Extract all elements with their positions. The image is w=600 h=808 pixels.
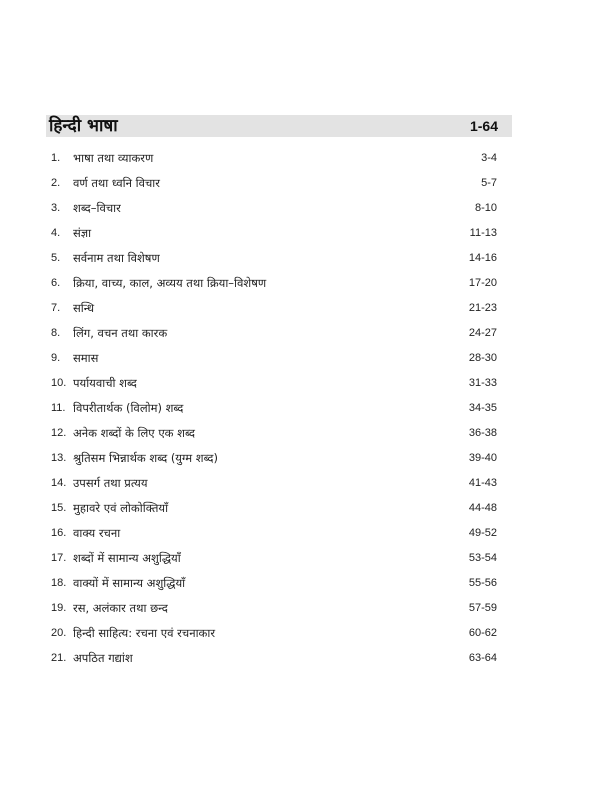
toc-entry-number: 11.: [51, 402, 66, 414]
toc-entry-number: 13.: [51, 452, 67, 464]
toc-entry-pages: 5-7: [481, 177, 497, 189]
toc-entry-title: सर्वनाम तथा विशेषण: [73, 251, 160, 265]
toc-entry-pages: 17-20: [468, 277, 497, 289]
toc-entry[interactable]: [0, 371, 600, 396]
toc-entry-title: विपरीतार्थक (विलोम) शब्द: [73, 401, 184, 415]
toc-entry-pages: 34-35: [468, 402, 497, 414]
toc-entry-number: 5.: [51, 252, 61, 264]
toc-entry-number: 6.: [51, 277, 61, 289]
toc-entry-number: 1.: [51, 152, 61, 164]
toc-entry-pages: 3-4: [481, 152, 497, 164]
toc-entry[interactable]: [0, 146, 600, 171]
toc-entry-number: 19.: [51, 602, 67, 614]
toc-entry-number: 18.: [51, 577, 67, 589]
toc-entry-title: अपठित गद्यांश: [73, 651, 133, 665]
toc-entry-number: 8.: [51, 327, 61, 339]
toc-entry[interactable]: [0, 271, 600, 296]
toc-entry-pages: 14-16: [468, 252, 497, 264]
toc-entry[interactable]: [0, 496, 600, 521]
toc-entry-title: पर्यायवाची शब्द: [73, 376, 137, 390]
toc-entry-number: 15.: [51, 502, 67, 514]
toc-entry-number: 16.: [51, 527, 67, 539]
toc-entry-title: उपसर्ग तथा प्रत्यय: [73, 476, 148, 490]
toc-entry[interactable]: [0, 446, 600, 471]
toc-entry-pages: 49-52: [468, 527, 497, 539]
toc-entry-number: 17.: [51, 552, 67, 564]
toc-entry-number: 20.: [51, 627, 67, 639]
toc-entry-number: 2.: [51, 177, 61, 189]
toc-entry-pages: 57-59: [468, 602, 497, 614]
toc-entry[interactable]: [0, 621, 600, 646]
toc-entry-pages: 21-23: [468, 302, 497, 314]
toc-entry-pages: 53-54: [468, 552, 497, 564]
toc-entry[interactable]: [0, 596, 600, 621]
toc-entry[interactable]: [0, 396, 600, 421]
toc-entry-number: 9.: [51, 352, 61, 364]
toc-entry-title: क्रिया, वाच्य, काल, अव्यय तथा क्रिया–विशेषण: [73, 276, 267, 290]
toc-entry-pages: 28-30: [468, 352, 497, 364]
toc-entry[interactable]: [0, 421, 600, 446]
toc-entry[interactable]: [0, 546, 600, 571]
toc-entry[interactable]: [0, 246, 600, 271]
table-of-contents: [0, 146, 600, 671]
toc-entry-title: हिन्दी साहित्य: रचना एवं रचनाकार: [73, 626, 216, 640]
toc-entry[interactable]: [0, 296, 600, 321]
toc-entry-title: अनेक शब्दों के लिए एक शब्द: [73, 426, 195, 440]
toc-entry-pages: 55-56: [468, 577, 497, 589]
toc-entry-title: शब्द–विचार: [73, 201, 121, 215]
toc-entry-title: लिंग, वचन तथा कारक: [73, 326, 168, 340]
section-header: [46, 115, 512, 137]
toc-entry-number: 3.: [51, 202, 61, 214]
toc-entry-pages: 24-27: [468, 327, 497, 339]
toc-entry-title: शब्दों में सामान्य अशुद्धियाँ: [73, 551, 181, 565]
toc-entry[interactable]: [0, 521, 600, 546]
toc-entry-number: 21.: [51, 652, 67, 664]
toc-entry-pages: 39-40: [468, 452, 497, 464]
toc-entry[interactable]: [0, 571, 600, 596]
toc-entry-title: भाषा तथा व्याकरण: [73, 151, 154, 165]
toc-entry-title: वर्ण तथा ध्वनि विचार: [73, 176, 160, 190]
toc-entry-title: संज्ञा: [73, 226, 92, 240]
toc-entry-title: वाक्य रचना: [73, 526, 121, 540]
toc-entry-number: 10.: [51, 377, 67, 389]
toc-entry-title: मुहावरे एवं लोकोक्तियाँ: [73, 501, 169, 515]
toc-entry-pages: 41-43: [468, 477, 497, 489]
toc-entry-pages: 31-33: [468, 377, 497, 389]
toc-entry[interactable]: [0, 646, 600, 671]
toc-entry-title: समास: [73, 351, 99, 365]
toc-entry-title: वाक्यों में सामान्य अशुद्धियाँ: [73, 576, 186, 590]
toc-entry-pages: 36-38: [468, 427, 497, 439]
toc-entry-pages: 11-13: [469, 227, 497, 239]
toc-entry[interactable]: [0, 196, 600, 221]
section-title: हिन्दी भाषा: [49, 116, 118, 136]
toc-entry-title: सन्धि: [73, 301, 95, 315]
toc-entry-number: 14.: [51, 477, 67, 489]
toc-entry-title: रस, अलंकार तथा छन्द: [73, 601, 168, 615]
toc-entry[interactable]: [0, 321, 600, 346]
toc-entry-pages: 63-64: [468, 652, 497, 664]
toc-entry[interactable]: [0, 346, 600, 371]
toc-entry[interactable]: [0, 471, 600, 496]
toc-entry-number: 12.: [51, 427, 67, 439]
toc-entry-pages: 44-48: [468, 502, 497, 514]
toc-entry[interactable]: [0, 221, 600, 246]
toc-entry[interactable]: [0, 171, 600, 196]
toc-entry-pages: 8-10: [474, 202, 497, 214]
section-page-range: 1-64: [469, 118, 498, 134]
toc-entry-pages: 60-62: [468, 627, 497, 639]
toc-entry-number: 4.: [51, 227, 61, 239]
toc-entry-number: 7.: [51, 302, 61, 314]
toc-entry-title: श्रुतिसम भिन्नार्थक शब्द (युग्म शब्द): [73, 451, 218, 465]
